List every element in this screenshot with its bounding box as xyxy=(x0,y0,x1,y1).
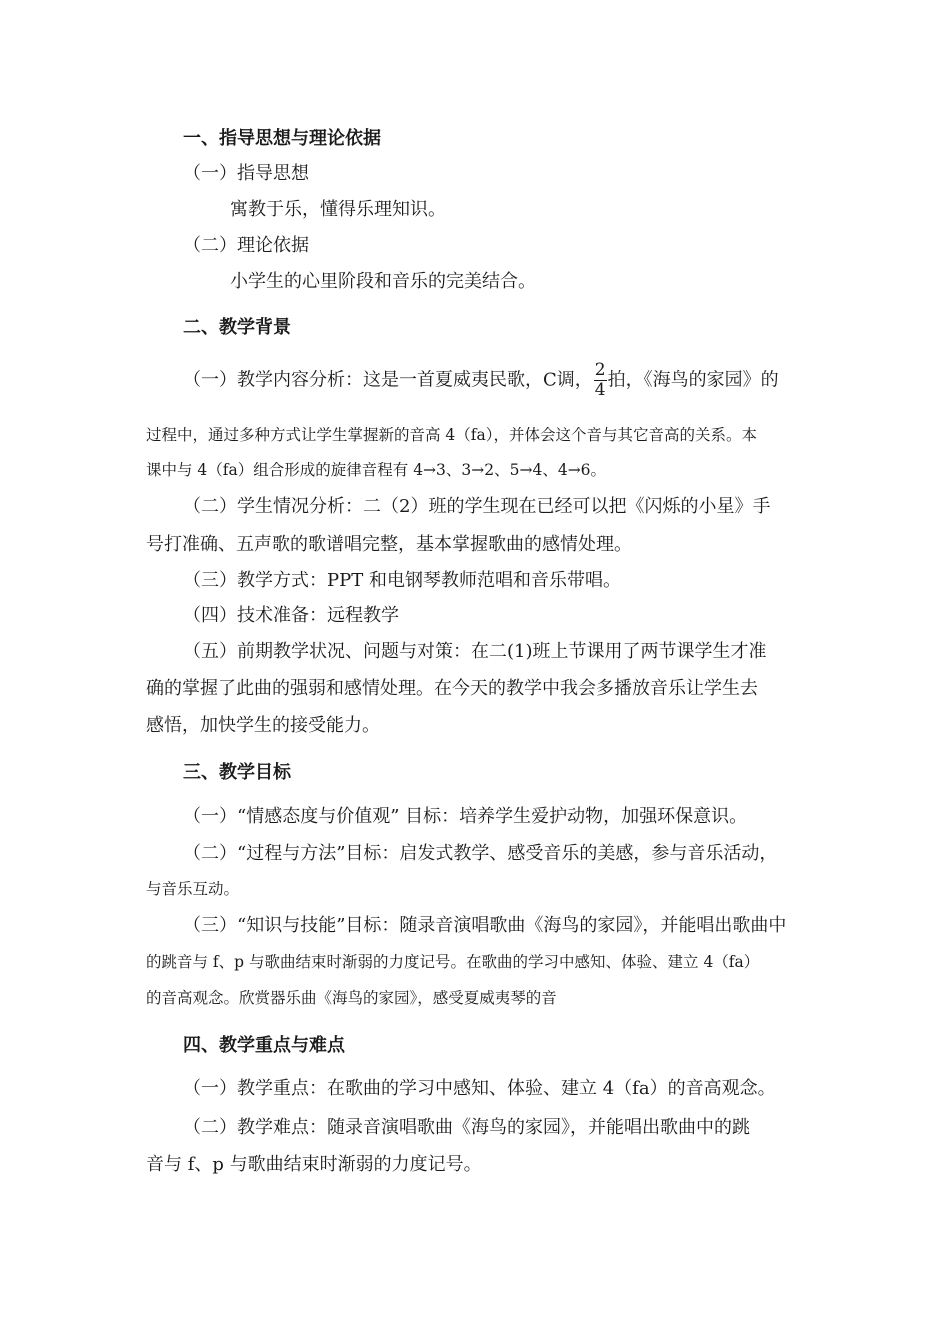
paragraph-line: 音与 f、p 与歌曲结束时渐弱的力度记号。 xyxy=(146,1154,482,1175)
paragraph-line: （三）“知识与技能”目标：随录音演唱歌曲《海鸟的家园》，并能唱出歌曲中 xyxy=(183,915,787,936)
text-span: （一）教学内容分析：这是一首夏威夷民歌，C调， xyxy=(183,369,593,391)
paragraph-line: 确的掌握了此曲的强弱和感情处理。在今天的教学中我会多播放音乐让学生去 xyxy=(146,678,758,699)
paragraph-line: 感悟，加快学生的接受能力。 xyxy=(146,715,380,736)
paragraph-line: （一）教学重点：在歌曲的学习中感知、体验、建立 4（fa）的音高观念。 xyxy=(183,1078,776,1099)
paragraph-line: 课中与 4（fa）组合形成的旋律音程有 4→3、3→2、5→4、4→6。 xyxy=(146,461,607,479)
paragraph-line: 号打准确、五声歌的歌谱唱完整，基本掌握歌曲的感情处理。 xyxy=(146,534,632,555)
paragraph-line: （五）前期教学状况、问题与对策：在二(1)班上节课用了两节课学生才准 xyxy=(183,641,767,662)
text-span: 拍，《海鸟的家园》的 xyxy=(607,369,779,391)
paragraph-line: （四）技术准备：远程教学 xyxy=(183,605,399,626)
fraction-numerator: 2 xyxy=(594,360,606,380)
paragraph-content-analysis xyxy=(183,362,779,399)
paragraph-line: 的跳音与 f、p 与歌曲结束时渐弱的力度记号。在歌曲的学习中感知、体验、建立 4（fa） xyxy=(146,953,760,971)
section-heading-guiding-thought: 一、指导思想与理论依据 xyxy=(183,128,381,149)
paragraph-line: （一）“情感态度与价值观” 目标：培养学生爱护动物，加强环保意识。 xyxy=(183,806,748,827)
section-heading-background: 二、教学背景 xyxy=(183,317,291,338)
section-heading-goals: 三、教学目标 xyxy=(183,762,291,783)
paragraph: 小学生的心里阶段和音乐的完美结合。 xyxy=(230,271,536,292)
section-heading-key-points: 四、教学重点与难点 xyxy=(183,1035,345,1056)
paragraph: 寓教于乐，懂得乐理知识。 xyxy=(230,199,446,220)
paragraph-line: 与音乐互动。 xyxy=(146,880,240,898)
time-signature-fraction xyxy=(594,362,607,399)
paragraph-line: （二）学生情况分析：二（2）班的学生现在已经可以把《闪烁的小星》手 xyxy=(183,496,771,517)
subsection-title: （一）指导思想 xyxy=(183,163,309,184)
fraction-denominator: 4 xyxy=(594,380,606,400)
paragraph-line: （二）“过程与方法”目标：启发式教学、感受音乐的美感，参与音乐活动， xyxy=(183,843,778,864)
paragraph-line: 的音高观念。欣赏器乐曲《海鸟的家园》，感受夏威夷琴的音 xyxy=(146,989,557,1007)
paragraph-line: （二）教学难点：随录音演唱歌曲《海鸟的家园》，并能唱出歌曲中的跳 xyxy=(183,1117,750,1138)
subsection-title: （二）理论依据 xyxy=(183,235,309,256)
paragraph-line: 过程中，通过多种方式让学生掌握新的音高 4（fa），并体会这个音与其它音高的关系。本 xyxy=(146,426,758,444)
paragraph-line: （三）教学方式：PPT 和电钢琴教师范唱和音乐带唱。 xyxy=(183,570,621,591)
